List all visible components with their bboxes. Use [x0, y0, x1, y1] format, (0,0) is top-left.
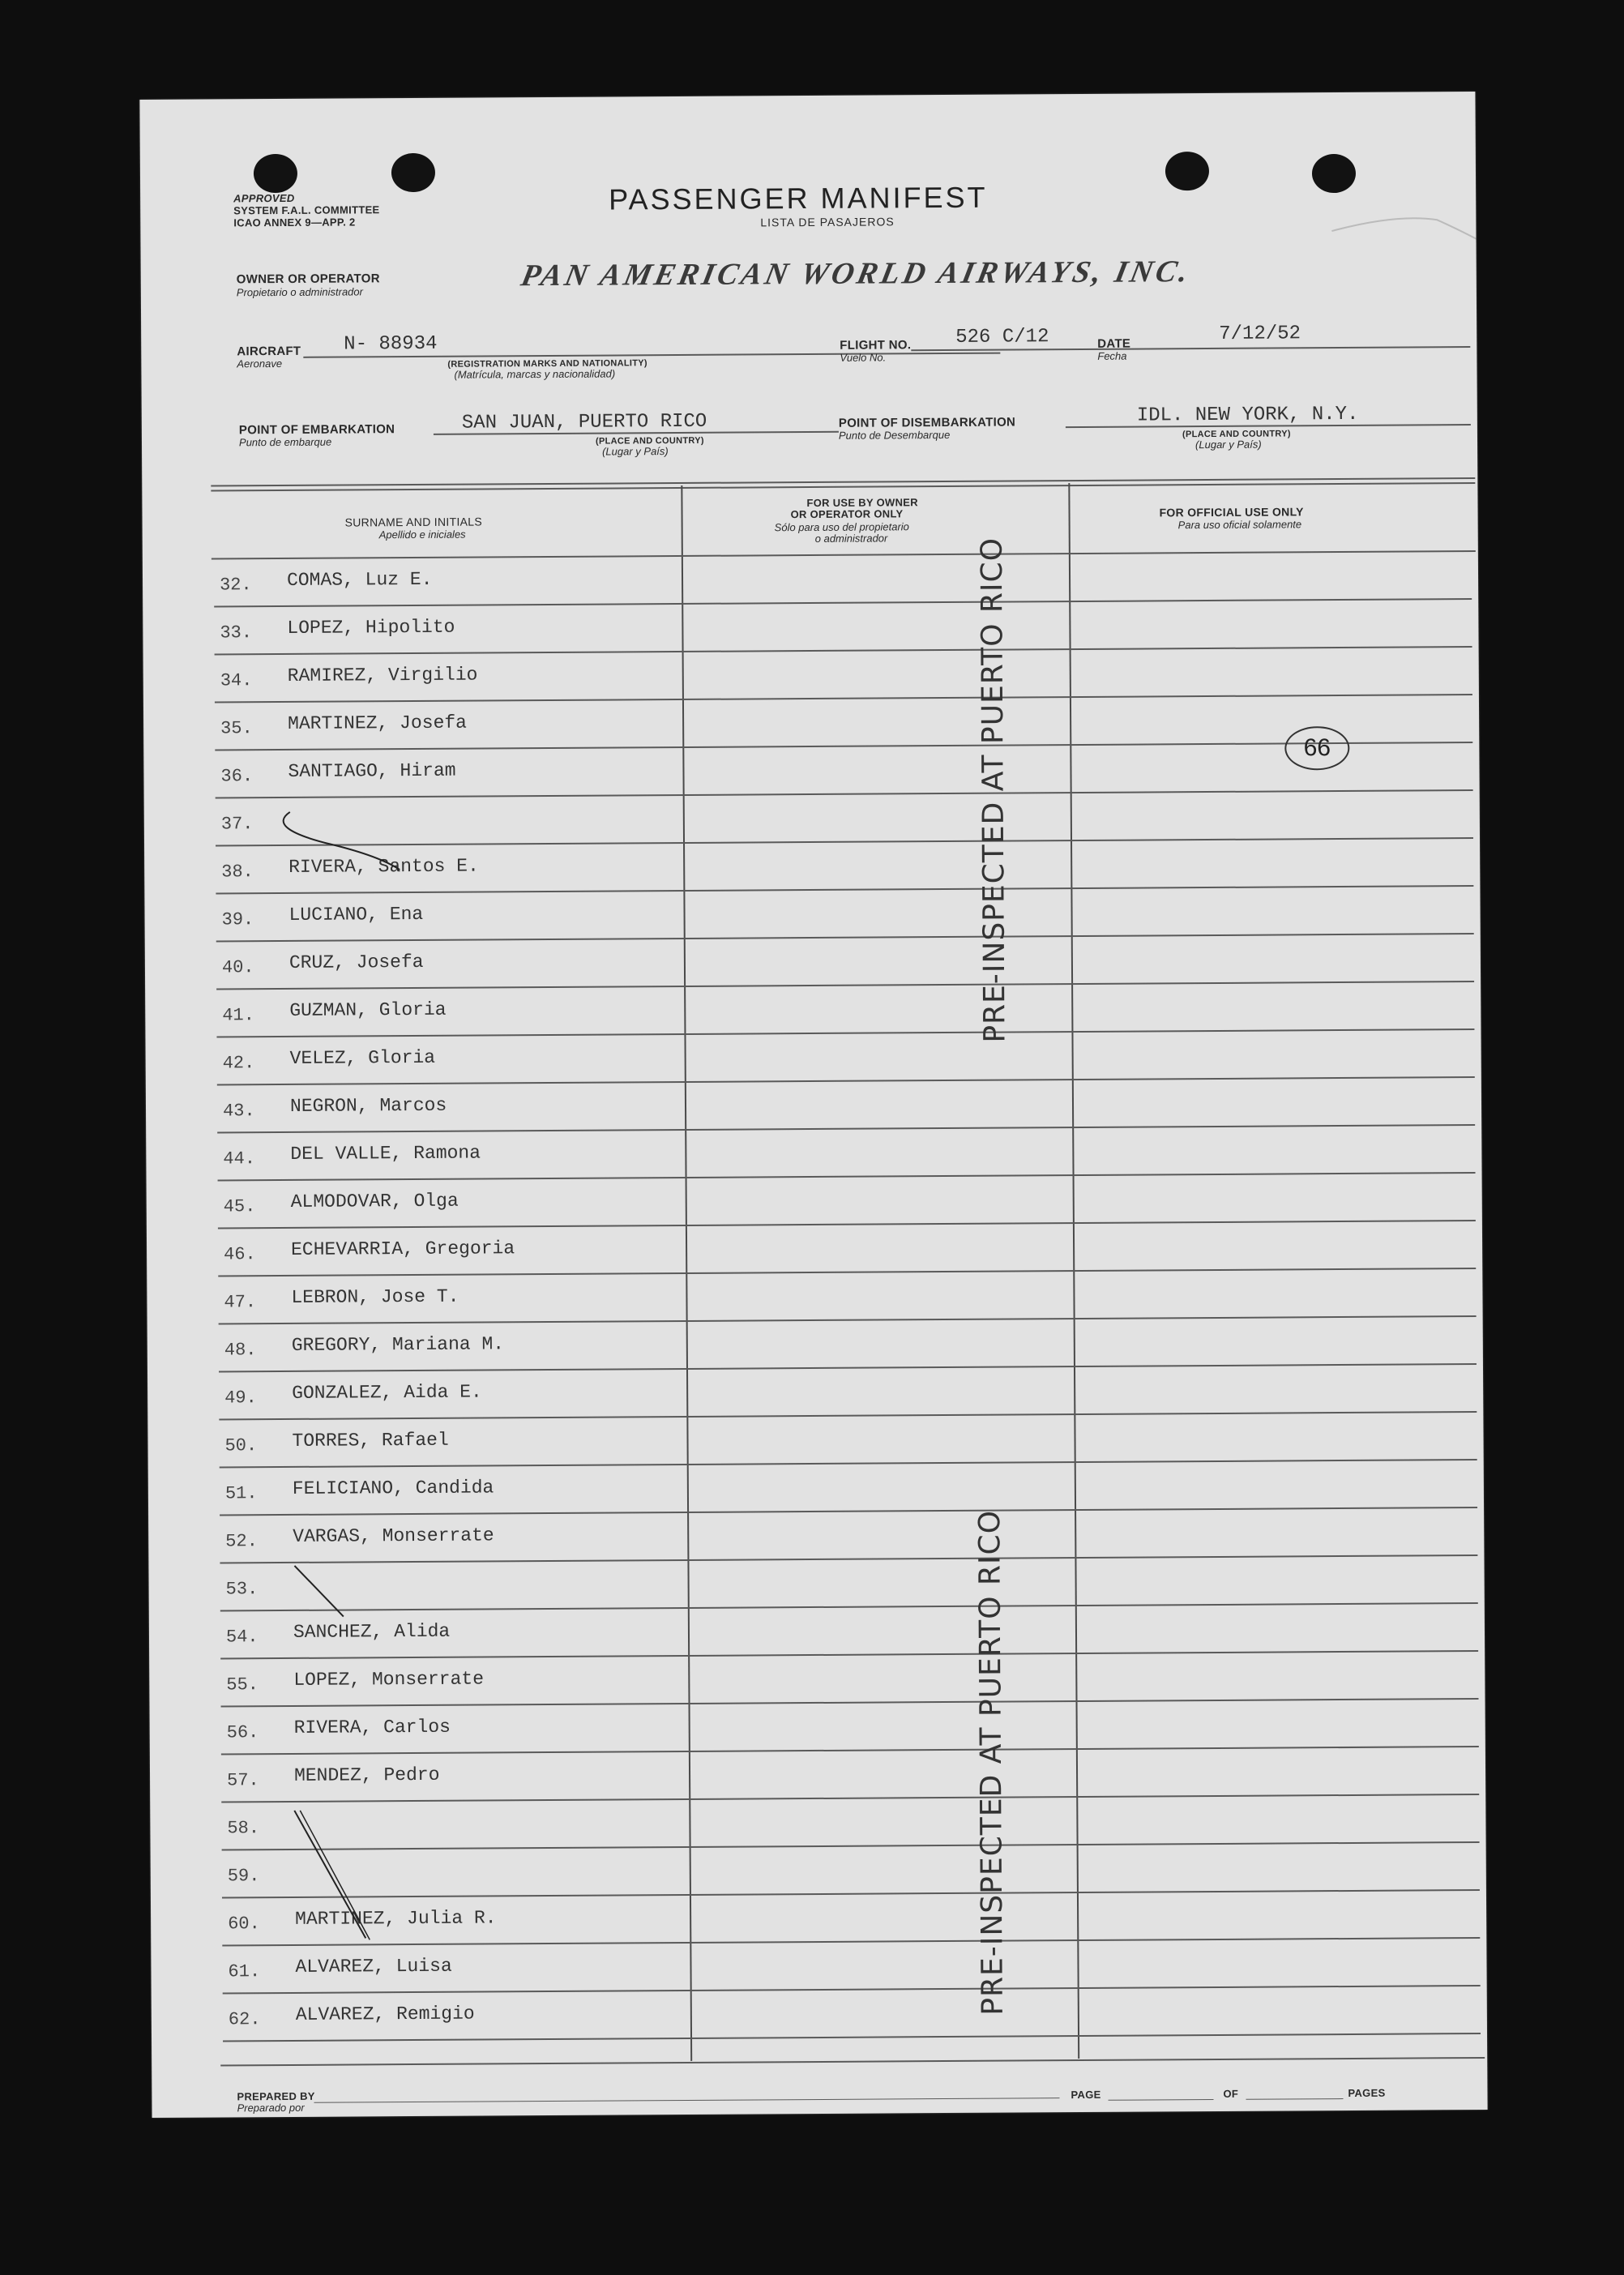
row-number: 48.: [224, 1340, 257, 1361]
passenger-name: ECHEVARRIA, Gregoria: [291, 1238, 515, 1260]
passenger-name: RIVERA, Carlos: [293, 1716, 451, 1738]
row-number: 54.: [225, 1627, 259, 1648]
stamp-top: PRE-INSPECTED AT PUERTO RICO: [975, 537, 1012, 1043]
passenger-name: MARTINEZ, Josefa: [288, 712, 468, 734]
passenger-name: FELICIANO, Candida: [292, 1477, 494, 1499]
row-number: 56.: [226, 1722, 259, 1743]
page-title: PASSENGER MANIFEST: [609, 180, 988, 216]
passenger-name: ALVAREZ, Luisa: [295, 1955, 452, 1978]
row-number: 32.: [219, 575, 252, 596]
row-number: 35.: [220, 718, 253, 739]
row-number: 58.: [227, 1818, 260, 1839]
passenger-name: TORRES, Rafael: [292, 1429, 449, 1452]
row-number: 51.: [224, 1483, 258, 1504]
row-number: 60.: [228, 1914, 260, 1935]
row-number: 34.: [220, 670, 253, 691]
passenger-name: LEBRON, Jose T.: [291, 1285, 459, 1308]
row-number: 38.: [221, 862, 254, 883]
row-number: 47.: [224, 1292, 257, 1313]
approved-committee: SYSTEM F.A.L. COMMITTEE: [233, 203, 380, 217]
passenger-name: ALVAREZ, Remigio: [295, 2003, 475, 2025]
passenger-name: SANCHEZ, Alida: [293, 1620, 451, 1643]
row-number: 41.: [222, 1005, 254, 1026]
flight-label-es: Vuelo No.: [840, 351, 887, 364]
passenger-name: ALMODOVAR, Olga: [290, 1190, 459, 1212]
manifest-sheet: [139, 92, 1487, 2118]
passenger-name: COMAS, Luz E.: [286, 568, 433, 591]
of-label: OF: [1223, 2087, 1239, 2100]
row-number: 46.: [224, 1244, 256, 1265]
strike-37: [284, 811, 400, 870]
embarkation-sub: (PLACE AND COUNTRY): [595, 435, 704, 447]
passenger-name: DEL VALLE, Ramona: [290, 1142, 481, 1165]
row-number: 43.: [222, 1101, 255, 1122]
passenger-name: MENDEZ, Pedro: [293, 1764, 440, 1786]
aircraft-value: N- 88934: [344, 332, 438, 356]
owner-value: PAN AMERICAN WORLD AIRWAYS, INC.: [518, 254, 1194, 293]
disembarkation-label-es: Punto de Desembarque: [838, 428, 951, 442]
prepared-by-label: PREPARED BY: [237, 2089, 315, 2103]
row-number: 44.: [223, 1148, 256, 1170]
passenger-name: MARTINEZ, Julia R.: [295, 1907, 497, 1930]
prepared-by-label-es: Preparado por: [237, 2101, 305, 2115]
passenger-name: NEGRON, Marcos: [289, 1094, 447, 1117]
row-number: 49.: [224, 1388, 257, 1409]
disembarkation-label: POINT OF DISEMBARKATION: [838, 415, 1016, 430]
row-number: 61.: [228, 1961, 261, 1982]
aircraft-label: AIRCRAFT: [237, 344, 301, 359]
row-number: 42.: [222, 1053, 255, 1074]
approved-annex: ICAO ANNEX 9—APP. 2: [233, 216, 356, 229]
embarkation-label-es: Punto de embarque: [238, 435, 332, 449]
passenger-name: VARGAS, Monserrate: [293, 1525, 494, 1547]
row-number: 33.: [220, 622, 253, 644]
row-number: 40.: [221, 957, 254, 978]
aircraft-label-es: Aeronave: [237, 357, 283, 370]
row-number: 55.: [226, 1674, 259, 1696]
col-official-header: FOR OFFICIAL USE ONLY: [1159, 505, 1304, 520]
col-surname-header-es: Apellido e iniciales: [378, 528, 466, 541]
passenger-name: RIVERA, Santos E.: [288, 855, 479, 878]
row-number: 36.: [220, 766, 254, 787]
strike-58-59-a: [294, 1810, 365, 1939]
passenger-name: CRUZ, Josefa: [288, 951, 424, 973]
row-number: 45.: [223, 1196, 256, 1217]
disembarkation-sub: (PLACE AND COUNTRY): [1182, 429, 1291, 440]
col-official-header-es: Para uso oficial solamente: [1177, 518, 1302, 532]
date-value: 7/12/52: [1219, 323, 1301, 345]
row-number: 37.: [220, 814, 254, 835]
date-label-es: Fecha: [1097, 349, 1127, 362]
row-number: 39.: [221, 909, 254, 930]
aircraft-sub-es: (Matrícula, marcas y nacionalidad): [454, 367, 616, 381]
col-surname-header: SURNAME AND INITIALS: [344, 515, 483, 529]
circled-number: 66: [1284, 726, 1349, 770]
row-number: 59.: [227, 1866, 260, 1887]
flight-value: 526 C/12: [955, 326, 1049, 349]
passenger-name: GREGORY, Mariana M.: [291, 1333, 505, 1356]
passenger-name: RAMIREZ, Virgilio: [287, 664, 478, 686]
row-number: 62.: [228, 2009, 261, 2030]
strike-marks: [139, 92, 1487, 2118]
disembarkation-sub-es: (Lugar y País): [1194, 438, 1262, 451]
passenger-name: LOPEZ, Monserrate: [293, 1668, 485, 1691]
passenger-name: GUZMAN, Gloria: [289, 999, 447, 1021]
page-label: PAGE: [1071, 2088, 1101, 2102]
strike-53: [294, 1566, 343, 1617]
owner-label-es: Propietario o administrador: [236, 285, 363, 299]
owner-label: OWNER OR OPERATOR: [236, 272, 380, 287]
col-owner-header-es2: o administrador: [814, 532, 888, 545]
col-owner-header-es: Sólo para uso del propietario: [774, 520, 909, 534]
row-number: 57.: [227, 1770, 259, 1791]
col-owner-header-2: OR OPERATOR ONLY: [790, 507, 904, 521]
strike-58-59-b: [300, 1810, 370, 1940]
col-owner-header: FOR USE BY OWNER: [806, 496, 918, 510]
passenger-name: VELEZ, Gloria: [289, 1046, 436, 1069]
flight-label: FLIGHT NO.: [840, 338, 912, 353]
embarkation-label: POINT OF EMBARKATION: [238, 422, 395, 438]
stamp-bottom: PRE-INSPECTED AT PUERTO RICO: [973, 1509, 1010, 2016]
row-number: 52.: [225, 1531, 258, 1552]
pages-label: PAGES: [1348, 2086, 1386, 2099]
aircraft-sub: (REGISTRATION MARKS AND NATIONALITY): [447, 358, 647, 370]
row-number: 53.: [225, 1579, 259, 1600]
approved-label: APPROVED: [233, 191, 295, 205]
embarkation-sub-es: (Lugar y País): [602, 445, 669, 458]
passenger-name: GONZALEZ, Aida E.: [292, 1381, 482, 1404]
pen-scribble: [1331, 217, 1487, 263]
passenger-name: LUCIANO, Ena: [288, 903, 424, 926]
embarkation-value: SAN JUAN, PUERTO RICO: [461, 410, 707, 434]
passenger-name: SANTIAGO, Hiram: [288, 759, 456, 782]
row-number: 50.: [224, 1435, 258, 1456]
date-label: DATE: [1097, 336, 1131, 351]
page-subtitle: LISTA DE PASAJEROS: [760, 215, 895, 229]
passenger-name: LOPEZ, Hipolito: [287, 616, 455, 639]
disembarkation-value: IDL. NEW YORK, N.Y.: [1136, 403, 1359, 427]
